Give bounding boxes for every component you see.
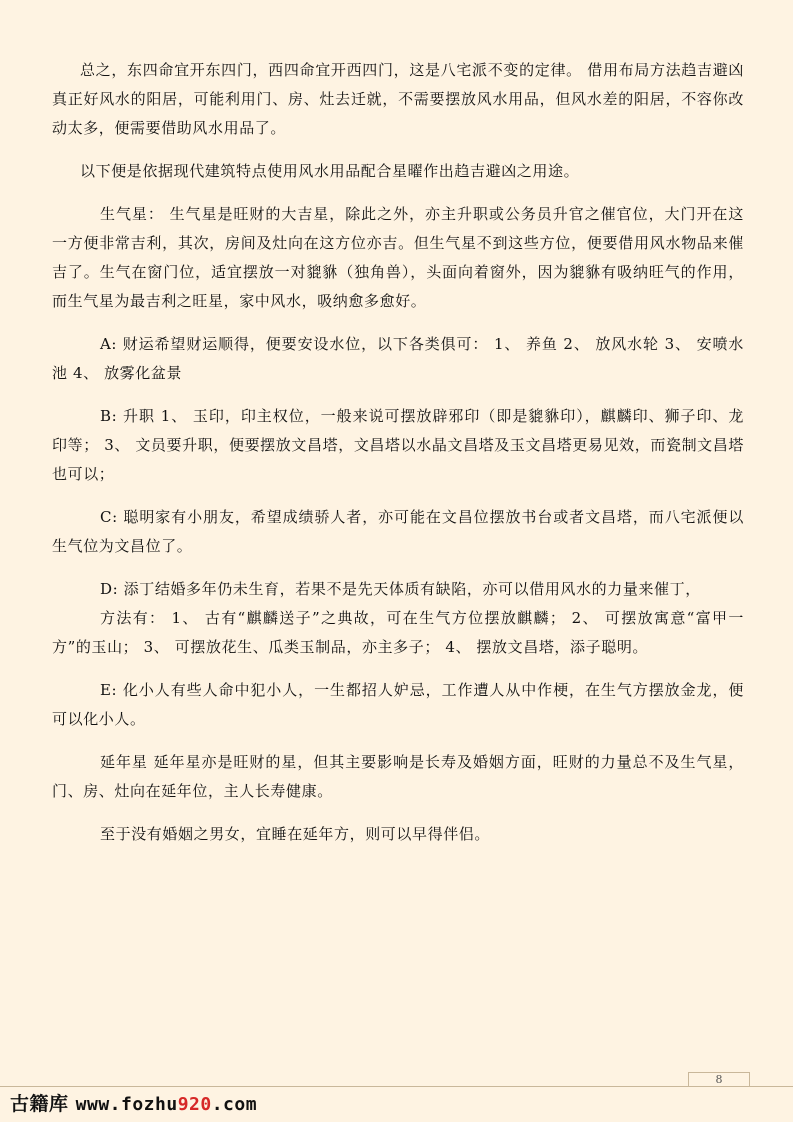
paragraph-6: C: 聪明家有小朋友，希望成绩骄人者，亦可能在文昌位摆放书台或者文昌塔，而八宅派便以生气位为文昌位了。 bbox=[52, 508, 744, 555]
document-body bbox=[52, 56, 744, 863]
watermark-site-number: 920 bbox=[177, 1094, 212, 1115]
page-number: 8 bbox=[688, 1072, 750, 1087]
paragraph-7: D: 添丁结婚多年仍未生育，若果不是先天体质有缺陷，亦可以借用风水的力量来催丁， bbox=[100, 580, 701, 598]
paragraph-9: E: 化小人有些人命中犯小人，一生都招人妒忌，工作遭人从中作梗，在生气方摆放金龙，便可以化小人。 bbox=[52, 681, 744, 728]
paragraph-8: 方法有： 1、 古有“麒麟送子”之典故，可在生气方位摆放麒麟； 2、 可摆放寓意“富甲一方”的玉山； 3、 可摆放花生、瓜类玉制品，亦主多子； 4、 摆放文昌塔，添子聪明。 bbox=[52, 609, 744, 656]
paragraph-11: 至于没有婚姻之男女，宜睡在延年方，则可以早得伴侣。 bbox=[100, 825, 491, 843]
site-watermark bbox=[10, 1089, 257, 1116]
footer-divider bbox=[0, 1086, 793, 1087]
watermark-site-prefix: www.fozhu bbox=[75, 1094, 178, 1115]
watermark-site bbox=[76, 1094, 257, 1115]
watermark-site-suffix: .com bbox=[211, 1094, 258, 1115]
watermark-name: 古籍库 bbox=[10, 1093, 69, 1115]
paragraph-4: A: 财运希望财运顺得，便要安设水位，以下各类俱可： 1、 养鱼 2、 放风水轮 3、 安喷水池 4、 放雾化盆景 bbox=[52, 335, 744, 382]
paragraph-5: B: 升职 1、 玉印，印主权位，一般来说可摆放辟邪印（即是貔貅印），麒麟印、狮子印、龙印等； 3、 文员要升职，便要摆放文昌塔，文昌塔以水晶文昌塔及玉文昌塔更易见效，而瓷制文昌塔也可以； bbox=[52, 407, 744, 483]
paragraph-1: 总之，东四命宜开东四门，西四命宜开西四门，这是八宅派不变的定律。 借用布局方法趋吉避凶真正好风水的阳居，可能利用门、房、灶去迁就，不需要摆放风水用品，但风水差的阳居，不容你改动太多，便需要借助风水用品了。 bbox=[52, 61, 744, 137]
paragraph-3: 生气星： 生气星是旺财的大吉星，除此之外，亦主升职或公务员升官之催官位，大门开在这一方便非常吉利，其次，房间及灶向在这方位亦吉。但生气星不到这些方位，便要借用风水物品来催吉了。生气在窗门位，适宜摆放一对貔貅（独角兽），头面向着窗外，因为貔貅有吸纳旺气的作用，而生气星为最吉利之旺星，家中风水，吸纳愈多愈好。 bbox=[52, 205, 744, 310]
paragraph-10: 延年星 延年星亦是旺财的星，但其主要影响是长寿及婚姻方面，旺财的力量总不及生气星，门、房、灶向在延年位，主人长寿健康。 bbox=[52, 753, 744, 800]
paragraph-2: 以下便是依据现代建筑特点使用风水用品配合星曜作出趋吉避凶之用途。 bbox=[80, 162, 580, 180]
